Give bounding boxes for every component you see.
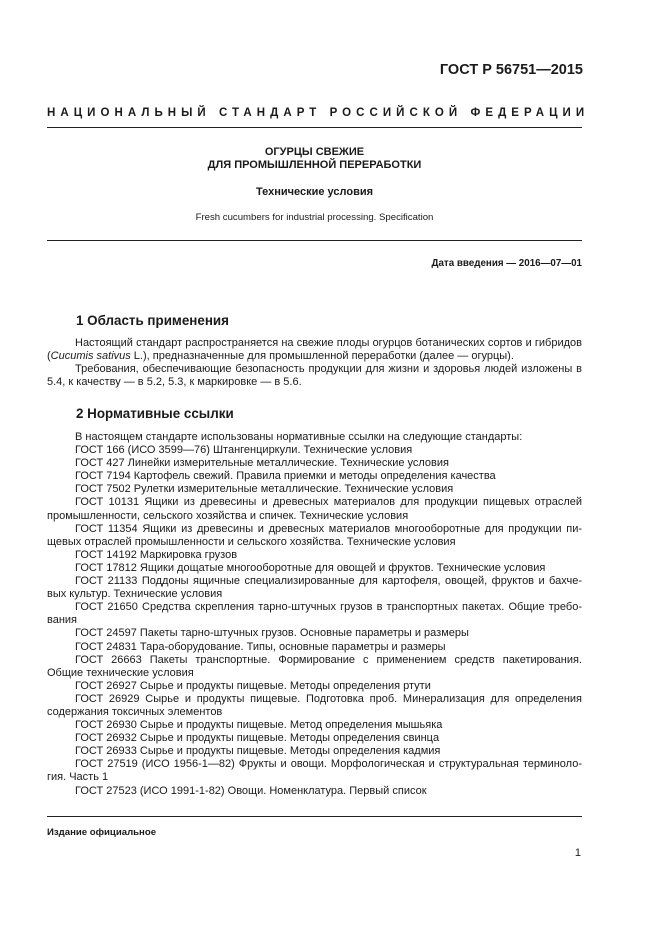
text-line: Настоящий стандарт распространяется на свежие плоды огурцов ботанических сортов и гибридов [75,337,582,349]
section-2-heading: 2 Нормативные ссылки [76,406,234,421]
reference-line: ГОСТ 27519 (ИСО 1956-1—82) Фрукты и овощи. Морфологическая и структуральная терминоло- [75,758,582,771]
reference-continuation: гия. Часть 1 [47,771,109,784]
reference-line: ГОСТ 21650 Средства скрепления тарно-штучных грузов в транспортных пакетах. Общие требо- [75,601,582,614]
reference-line: ГОСТ 17812 Ящики дощатые многооборотные для овощей и фруктов. Технические условия [75,561,546,574]
publication-note: Издание официальное [47,827,157,838]
text-line: 5.4, к качеству — в 5.2, 5.3, к маркировке — в 5.6. [47,376,302,389]
reference-continuation: вания [47,614,78,627]
reference-continuation: промышленности, сельского хозяйства и спичек. Технические условия [47,509,409,522]
reference-line: ГОСТ 26927 Сырье и продукты пищевые. Методы определения ртути [75,679,431,692]
document-subtitle: Технические условия [255,186,374,198]
document-number: ГОСТ Р 56751—2015 [439,62,583,78]
reference-continuation: Общие технические условия [47,666,194,679]
reference-continuation: щевых отраслей промышленности и сельского хозяйства. Технические условия [47,535,456,548]
reference-line: ГОСТ 26930 Сырье и продукты пищевые. Метод определения мышьяка [75,719,443,732]
reference-line: ГОСТ 26663 Пакеты транспортные. Формирование с применением средств пакетирования. [75,653,582,666]
english-title: Fresh cucumbers for industrial processing. Specification [195,212,434,223]
reference-line: ГОСТ 14192 Маркировка грузов [75,548,238,561]
reference-line: ГОСТ 427 Линейки измерительные металлические. Технические условия [75,457,449,470]
page-number: 1 [574,847,581,859]
top-divider [47,127,582,128]
reference-line: ГОСТ 26932 Сырье и продукты пищевые. Методы определения свинца [75,732,440,745]
reference-line: ГОСТ 27523 (ИСО 1991-1-82) Овощи. Номенклатура. Первый список [75,784,427,797]
reference-line: ГОСТ 26933 Сырье и продукты пищевые. Методы определения кадмия [75,745,441,758]
reference-continuation: содержания токсичных элементов [47,705,223,718]
latin-species-name: Cucumis sativus [50,350,131,363]
introduction-date: Дата введения — 2016—07—01 [431,258,582,269]
section-1-body [47,337,582,389]
national-standard-banner: НАЦИОНАЛЬНЫЙ СТАНДАРТ РОССИЙСКОЙ ФЕДЕРАЦИИ [47,107,590,119]
section-2-body [47,431,582,798]
section-1-heading: 1 Область применения [76,313,229,328]
title-divider [47,240,582,241]
text-line: В настоящем стандарте использованы нормативные ссылки на следующие стандарты: [75,431,523,443]
text-line: (Cucumis sativus L.), предназначенные для промышленной переработки (далее — огурцы). [47,350,514,363]
reference-line: ГОСТ 11354 Ящики из древесины и древесных материалов многооборотные для продукции пи- [75,522,582,535]
reference-line: ГОСТ 10131 Ящики из древесины и древесных материалов для продукции пищевых отраслей [75,496,582,509]
footer-divider [47,816,582,817]
reference-line: ГОСТ 21133 Поддоны ящичные специализированные для картофеля, овощей, фруктов и бахче- [75,575,582,588]
reference-line: ГОСТ 166 (ИСО 3599—76) Штангенциркули. Технические условия [75,444,413,457]
reference-line: ГОСТ 26929 Сырье и продукты пищевые. Подготовка проб. Минерализация для определения [75,692,582,705]
reference-line: ГОСТ 24597 Пакеты тарно-штучных грузов. Основные параметры и размеры [75,627,469,640]
reference-line: ГОСТ 24831 Тара-оборудование. Типы, основные параметры и размеры [75,640,446,653]
reference-line: ГОСТ 7502 Рулетки измерительные металлические. Технические условия [75,483,454,496]
reference-continuation: вых культур. Технические условия [47,588,223,601]
document-title-line-2: ДЛЯ ПРОМЫШЛЕННОЙ ПЕРЕРАБОТКИ [207,159,422,171]
text-line: Требования, обеспечивающие безопасность продукции для жизни и здоровья людей изложены в [75,363,582,376]
reference-line: ГОСТ 7194 Картофель свежий. Правила приемки и методы определения качества [75,470,496,483]
document-title-line-1: ОГУРЦЫ СВЕЖИЕ [264,146,365,158]
